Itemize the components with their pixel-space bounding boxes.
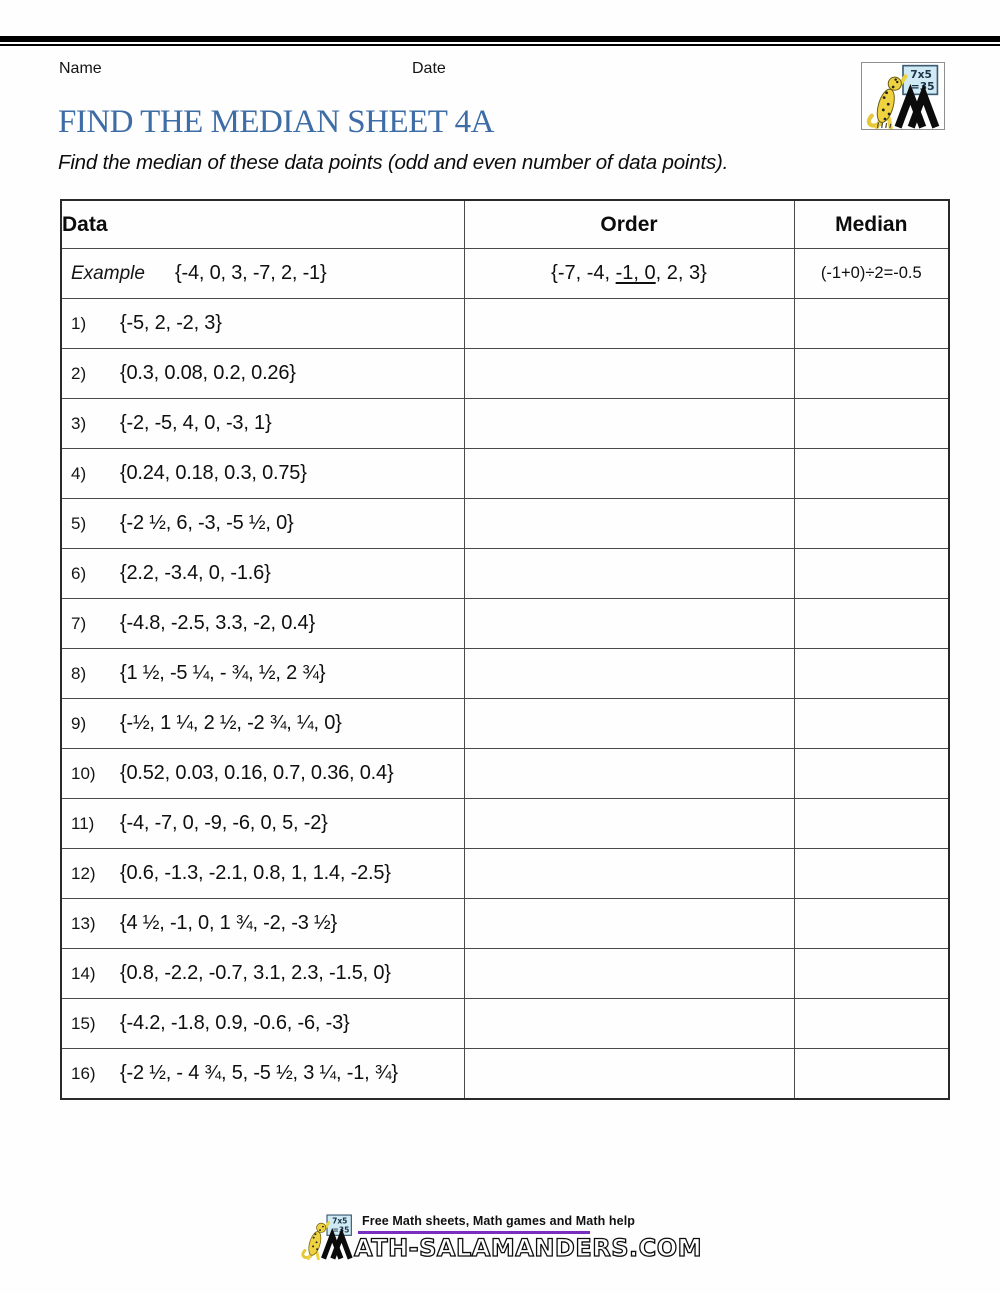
footer-text-block [354, 1209, 702, 1262]
data-set: {0.8, -2.2, -0.7, 3.1, 2.3, -1.5, 0} [120, 962, 391, 984]
row-number: 5) [71, 513, 87, 533]
data-cell [61, 999, 464, 1049]
data-set: {-½, 1 ¼, 2 ½, -2 ¾, ¼, 0} [120, 712, 342, 734]
data-set: {1 ½, -5 ¼, - ¾, ½, 2 ¾} [120, 662, 326, 684]
data-set: {2.2, -3.4, 0, -1.6} [120, 562, 271, 584]
row-number: 9) [71, 713, 87, 733]
footer [0, 1209, 1000, 1262]
data-set: {-5, 2, -2, 3} [120, 312, 222, 334]
table-row [61, 399, 949, 449]
data-cell [61, 749, 464, 799]
instruction-text: Find the median of these data points (odd and even number of data points). [58, 151, 729, 174]
math-salamanders-logo [861, 62, 945, 130]
median-answer-cell [794, 399, 949, 449]
example-order-cell [464, 249, 794, 299]
data-cell [61, 499, 464, 549]
date-label: Date [412, 60, 446, 77]
chalkboard-text-line2: =35 [910, 80, 935, 94]
data-cell [61, 1049, 464, 1100]
median-answer-cell [794, 299, 949, 349]
median-answer-cell [794, 549, 949, 599]
median-answer-cell [794, 799, 949, 849]
data-cell [61, 599, 464, 649]
order-answer-cell [464, 799, 794, 849]
table-row [61, 299, 949, 349]
order-answer-cell [464, 849, 794, 899]
footer-tagline: Free Math sheets, Math games and Math help [362, 1214, 636, 1228]
data-set: {-2 ½, 6, -3, -5 ½, 0} [120, 512, 294, 534]
median-answer-cell [794, 699, 949, 749]
data-set: {-2, -5, 4, 0, -3, 1} [120, 412, 272, 434]
data-cell [61, 449, 464, 499]
order-answer-cell [464, 399, 794, 449]
table-row [61, 949, 949, 999]
header-row [61, 200, 949, 249]
order-answer-cell [464, 1049, 794, 1100]
data-cell [61, 899, 464, 949]
data-set: {4 ½, -1, 0, 1 ¾, -2, -3 ½} [120, 912, 337, 934]
salamander-eye [896, 81, 898, 83]
median-answer-cell [794, 999, 949, 1049]
data-cell [61, 799, 464, 849]
top-divider [0, 36, 1000, 46]
data-set: {-4.8, -2.5, 3.3, -2, 0.4} [120, 612, 315, 634]
order-answer-cell [464, 649, 794, 699]
row-number: 8) [71, 663, 87, 683]
data-cell [61, 649, 464, 699]
top-divider-thick-line [0, 36, 1000, 42]
column-header-data: Data [61, 200, 464, 249]
order-answer-cell [464, 449, 794, 499]
footer-site-name: ATH-SALAMANDERS.COM [354, 1234, 702, 1262]
row-number: 11) [71, 813, 95, 833]
data-set: {0.3, 0.08, 0.2, 0.26} [120, 362, 296, 384]
data-set: {-2 ½, - 4 ¾, 5, -5 ½, 3 ¼, -1, ¾} [120, 1062, 398, 1084]
row-number: 7) [71, 613, 87, 633]
table-row [61, 549, 949, 599]
row-number: 6) [71, 563, 87, 583]
table-row [61, 349, 949, 399]
footer-chalkboard-text-line1: 7x5 [332, 1216, 348, 1226]
row-number: 10) [71, 763, 96, 783]
page-title: FIND THE MEDIAN SHEET 4A [58, 104, 494, 140]
table-row [61, 499, 949, 549]
data-cell [61, 949, 464, 999]
example-row [61, 249, 949, 299]
footer-salamander-logo-icon [298, 1213, 356, 1260]
example-order-suffix: , 2, 3} [655, 262, 707, 284]
data-cell [61, 549, 464, 599]
row-number: 14) [71, 963, 96, 983]
footer-salamander-eye [322, 1226, 324, 1228]
order-answer-cell [464, 749, 794, 799]
example-median-cell: (-1+0)÷2=-0.5 [794, 249, 949, 299]
salamander-logo-icon [862, 63, 944, 129]
data-cell [61, 299, 464, 349]
data-cell [61, 699, 464, 749]
order-answer-cell [464, 999, 794, 1049]
footer-chalkboard-text-line2: =35 [332, 1225, 350, 1235]
row-number: 12) [71, 863, 96, 883]
median-worksheet-table [60, 199, 950, 1100]
median-answer-cell [794, 899, 949, 949]
table-row [61, 849, 949, 899]
data-set: {0.24, 0.18, 0.3, 0.75} [120, 462, 307, 484]
data-set: {0.6, -1.3, -2.1, 0.8, 1, 1.4, -2.5} [120, 862, 391, 884]
median-answer-cell [794, 349, 949, 399]
column-header-median: Median [794, 200, 949, 249]
order-answer-cell [464, 349, 794, 399]
order-answer-cell [464, 299, 794, 349]
order-answer-cell [464, 549, 794, 599]
order-answer-cell [464, 599, 794, 649]
footer-branding [298, 1209, 702, 1262]
table-row [61, 449, 949, 499]
table-row [61, 699, 949, 749]
median-answer-cell [794, 949, 949, 999]
data-set: {-4.2, -1.8, 0.9, -0.6, -6, -3} [120, 1012, 350, 1034]
row-number: 1) [71, 313, 87, 333]
data-set: {0.52, 0.03, 0.16, 0.7, 0.36, 0.4} [120, 762, 394, 784]
table-row [61, 999, 949, 1049]
order-answer-cell [464, 899, 794, 949]
table-row [61, 649, 949, 699]
row-number: 2) [71, 363, 87, 383]
order-answer-cell [464, 499, 794, 549]
row-number: 3) [71, 413, 87, 433]
table-row [61, 799, 949, 849]
data-set: {-4, -7, 0, -9, -6, 0, 5, -2} [120, 812, 328, 834]
row-number: 13) [71, 913, 96, 933]
median-answer-cell [794, 599, 949, 649]
table-row [61, 1049, 949, 1100]
data-cell [61, 349, 464, 399]
median-answer-cell [794, 499, 949, 549]
example-order-median-pair: -1, 0 [615, 262, 656, 284]
order-answer-cell [464, 949, 794, 999]
row-number: 16) [71, 1063, 96, 1083]
example-label: Example [71, 262, 145, 284]
data-cell [61, 399, 464, 449]
footer-salamander-leg-2 [317, 1253, 318, 1259]
median-answer-cell [794, 749, 949, 799]
row-number: 15) [71, 1013, 96, 1033]
median-answer-cell [794, 849, 949, 899]
example-data-set: {-4, 0, 3, -7, 2, -1} [175, 262, 327, 284]
chalkboard-text-line1: 7x5 [910, 67, 932, 81]
table-row [61, 899, 949, 949]
table-row [61, 749, 949, 799]
name-label: Name [59, 60, 102, 77]
row-number: 4) [71, 463, 87, 483]
table-row [61, 599, 949, 649]
top-divider-thin-line [0, 44, 1000, 46]
median-answer-cell [794, 449, 949, 499]
order-answer-cell [464, 699, 794, 749]
example-data-cell [61, 249, 464, 299]
footer-salamander-head [317, 1223, 326, 1232]
median-answer-cell [794, 649, 949, 699]
data-cell [61, 849, 464, 899]
median-answer-cell [794, 1049, 949, 1100]
example-order-prefix: {-7, -4, [551, 262, 616, 284]
column-header-order: Order [464, 200, 794, 249]
